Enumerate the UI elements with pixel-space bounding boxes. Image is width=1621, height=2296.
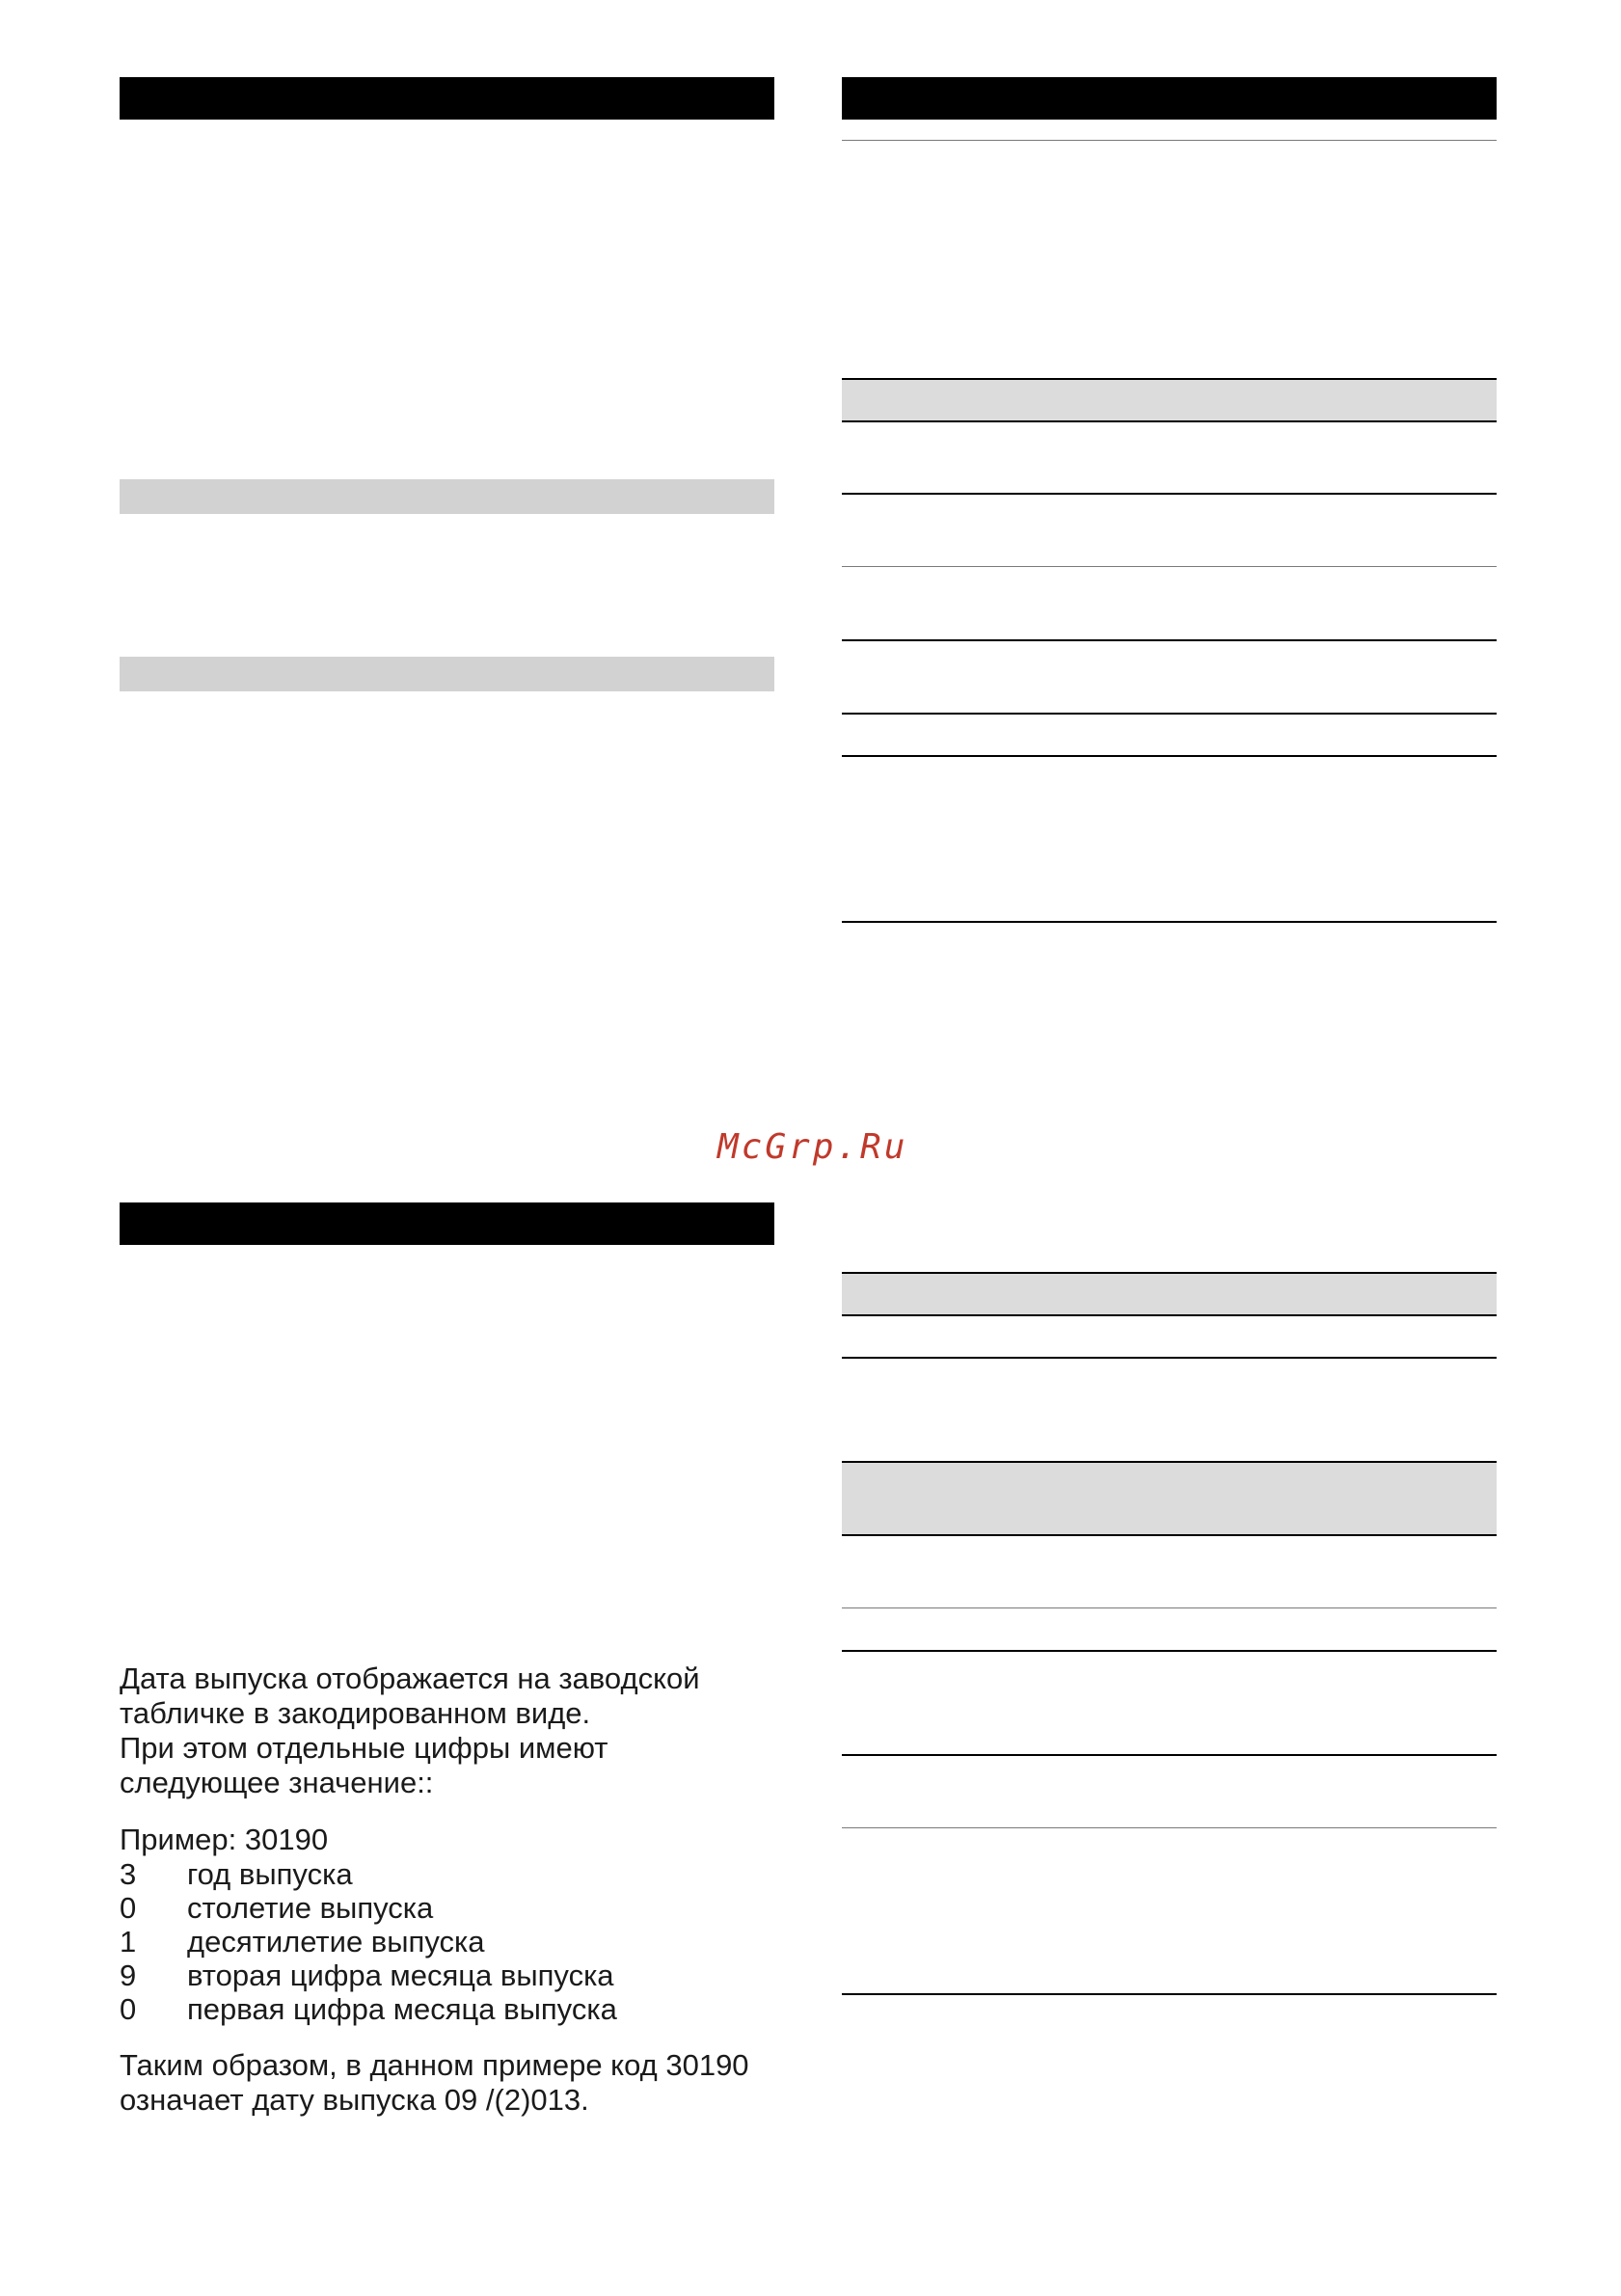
table-highlight-row — [842, 1462, 1497, 1535]
table-rule — [842, 639, 1497, 641]
table-rule — [842, 1650, 1497, 1652]
table-rule — [842, 378, 1497, 380]
table-rule — [842, 1827, 1497, 1828]
code-meaning: столетие выпуска — [187, 1891, 434, 1925]
table-header-row — [842, 379, 1497, 421]
section-header-bar — [120, 1202, 774, 1245]
intro-line: следующее значение:: — [120, 1766, 434, 1799]
table-rule — [842, 713, 1497, 715]
table-rule — [842, 1754, 1497, 1756]
table-rule — [842, 1993, 1497, 1995]
code-meaning: год выпуска — [187, 1857, 353, 1891]
table-rule — [842, 420, 1497, 422]
watermark: McGrp.Ru — [717, 1127, 908, 1167]
table-rule — [842, 1607, 1497, 1608]
table-rule — [842, 493, 1497, 495]
table-rule — [842, 755, 1497, 757]
table-rule — [842, 140, 1497, 141]
table-header-row — [842, 1273, 1497, 1315]
code-meaning: десятилетие выпуска — [187, 1925, 485, 1958]
code-digit: 0 — [120, 1992, 137, 2026]
code-meaning: вторая цифра месяца выпуска — [187, 1958, 614, 1992]
code-digit: 9 — [120, 1958, 137, 1992]
code-digit: 3 — [120, 1857, 137, 1891]
subsection-header-bar — [120, 657, 774, 691]
table-rule — [842, 1534, 1497, 1536]
conclusion-line: Таким образом, в данном примере код 30190 — [120, 2048, 749, 2082]
example-label: Пример: 30190 — [120, 1823, 329, 1856]
table-rule — [842, 566, 1497, 567]
intro-line: Дата выпуска отображается на заводской — [120, 1661, 700, 1695]
list-item — [120, 1925, 775, 1958]
table-rule — [842, 1461, 1497, 1463]
table-rule — [842, 1272, 1497, 1274]
table-rule — [842, 1357, 1497, 1359]
list-item — [120, 1891, 775, 1925]
intro-line: При этом отдельные цифры имеют — [120, 1731, 608, 1765]
code-digit: 0 — [120, 1891, 137, 1925]
code-digit-list — [120, 1857, 775, 2026]
list-item — [120, 1992, 775, 2026]
intro-line: табличке в закодированном виде. — [120, 1696, 591, 1730]
date-code-section — [120, 1661, 775, 2118]
conclusion-line: означает дату выпуска 09 /(2)013. — [120, 2083, 589, 2117]
table-rule — [842, 1314, 1497, 1316]
code-digit: 1 — [120, 1925, 137, 1958]
code-meaning: первая цифра месяца выпуска — [187, 1992, 617, 2026]
list-item — [120, 1857, 775, 1891]
subsection-header-bar — [120, 479, 774, 514]
section-header-bar — [120, 77, 774, 120]
list-item — [120, 1958, 775, 1992]
section-header-bar — [842, 77, 1497, 120]
table-rule — [842, 921, 1497, 923]
